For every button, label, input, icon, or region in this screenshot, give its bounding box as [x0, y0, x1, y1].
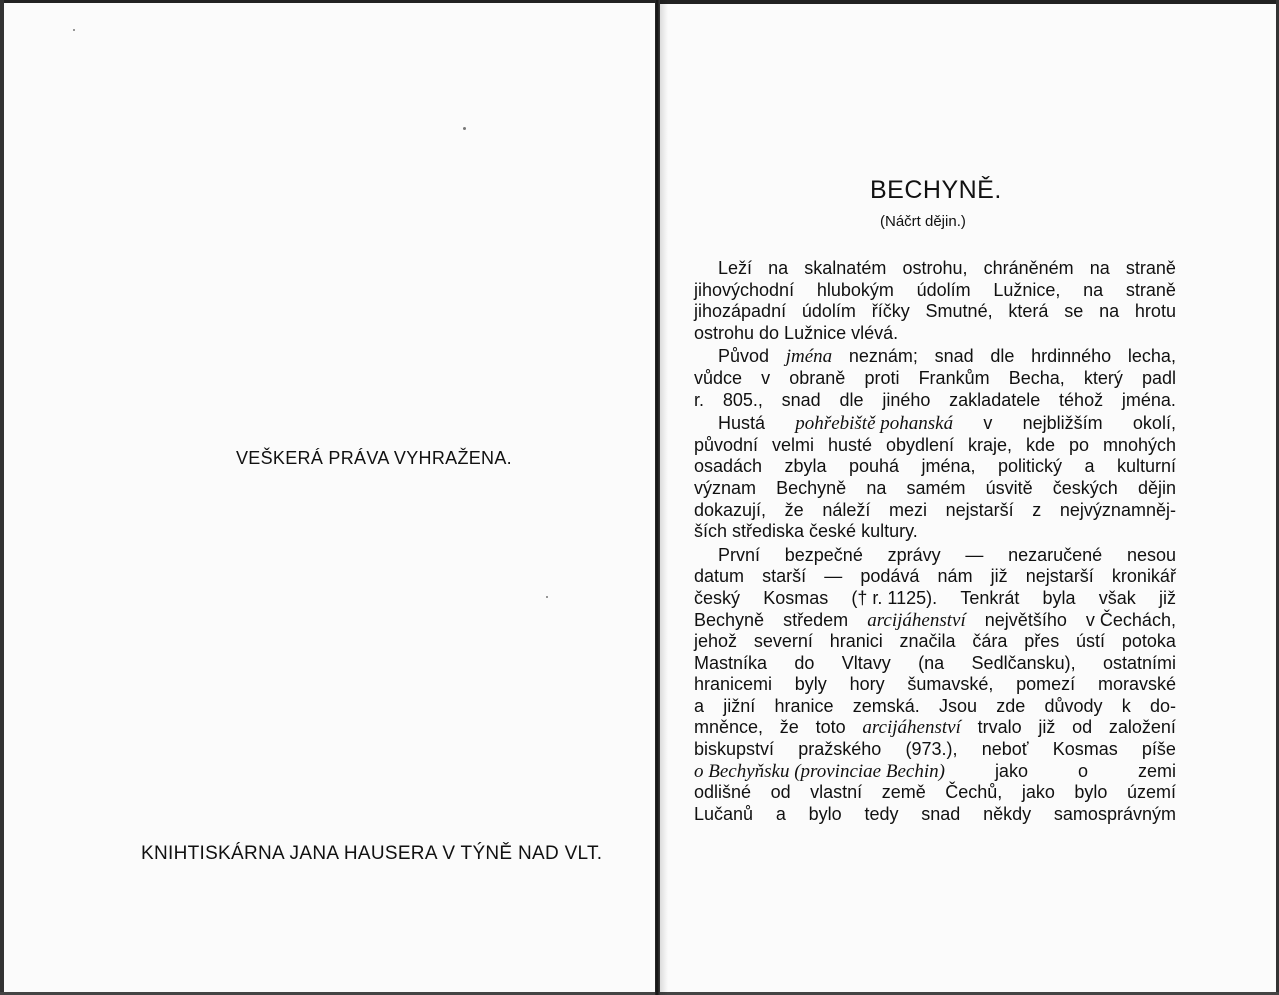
word: mnohých [1102, 434, 1176, 455]
text-line [694, 674, 1176, 696]
word: původní [694, 434, 759, 455]
word: nejstarší [945, 499, 1014, 520]
word: podává [860, 566, 920, 587]
text-line [694, 782, 1176, 804]
word: Frankům [918, 367, 990, 388]
paragraph [694, 413, 1176, 543]
word: hranice [774, 695, 834, 716]
word: osadách [694, 456, 763, 477]
word: pohřebiště pohanská [795, 413, 954, 435]
word: r. [694, 389, 705, 410]
text-line [694, 258, 1176, 280]
text-line [694, 696, 1176, 718]
word: vůdce [694, 367, 743, 388]
word: náleží [822, 499, 871, 520]
word: arcijáhenství [862, 717, 961, 739]
word: že [784, 499, 804, 520]
word: zemi [1137, 760, 1176, 781]
word: snad [781, 389, 821, 410]
text-line [694, 323, 1176, 345]
word: že [779, 717, 799, 738]
word: nejstarší [1025, 566, 1094, 587]
word: úsvitě [985, 477, 1033, 498]
word: jiného [882, 389, 931, 410]
word: hranici [829, 631, 883, 652]
paper-speck [463, 127, 466, 130]
word: nám [937, 566, 973, 587]
word: v [983, 413, 993, 434]
word: hrotu [1134, 301, 1176, 322]
text-line [694, 610, 1176, 632]
word: k [1121, 695, 1131, 716]
word: píše [1141, 739, 1176, 760]
word: ústí [1076, 631, 1106, 652]
word: byly [794, 674, 827, 695]
word: bylo [1074, 782, 1108, 803]
word: okolí, [1132, 413, 1176, 434]
word: (973.), [905, 739, 958, 760]
word: však [1098, 587, 1136, 608]
page-edge-left [0, 0, 4, 995]
text-line [694, 761, 1176, 783]
word: straně [1125, 279, 1176, 300]
page-edge-top-left [0, 0, 656, 3]
word: velmi [772, 434, 815, 455]
word: Hustá [718, 413, 766, 434]
word: o [1077, 760, 1088, 781]
word: na [866, 477, 887, 498]
word: chráněném [983, 258, 1074, 278]
word: Tenkrát [960, 587, 1020, 608]
text-line [694, 500, 1176, 522]
word: hrdinného [1031, 346, 1112, 367]
word: jehož [694, 631, 738, 652]
word: jihozápadní [694, 301, 787, 322]
word: husté [827, 434, 873, 455]
word: — [824, 566, 843, 587]
word: na [1083, 279, 1104, 300]
word: kronikář [1111, 566, 1176, 587]
text-line [694, 739, 1176, 761]
word: dle [839, 389, 864, 410]
word: do [794, 652, 815, 673]
word: po [1068, 434, 1089, 455]
word: snad [921, 803, 961, 824]
text-line [694, 280, 1176, 302]
word: a [775, 803, 786, 824]
word: založení [1108, 717, 1176, 738]
word: od [770, 782, 791, 803]
text-line [694, 521, 1176, 543]
word: bylo [808, 803, 842, 824]
word: bezpečné [784, 544, 863, 565]
word: Sedlčansku), [971, 652, 1076, 673]
word: do- [1149, 695, 1176, 716]
word: údolím [916, 279, 971, 300]
text-line [694, 717, 1176, 739]
word: trvalo [977, 717, 1022, 738]
word: území [1126, 782, 1176, 803]
word: která [1008, 301, 1049, 322]
word: Jsou [938, 695, 978, 716]
page-edge-top-right [660, 0, 1279, 4]
word: toto [815, 717, 846, 738]
rights-notice: VEŠKERÁ PRÁVA VYHRAŽENA. [236, 448, 512, 468]
word: proti [864, 367, 900, 388]
word: Kosmas [763, 587, 829, 608]
word: Původ [718, 346, 770, 367]
word: (na [918, 652, 945, 673]
word: největšího [984, 609, 1067, 630]
word: biskupství [694, 739, 775, 760]
word: který [1083, 367, 1123, 388]
page-title: BECHYNĚ. [870, 176, 1002, 204]
word: hlubokým [816, 279, 894, 300]
gutter-shadow [660, 0, 668, 995]
word: ších střediska české kultury. [694, 521, 918, 542]
word: Čechů, [945, 782, 1003, 803]
word: neznám; [848, 346, 918, 367]
word: a [1084, 456, 1095, 477]
word: samosprávným [1053, 803, 1176, 824]
word: zprávy [887, 544, 941, 565]
paper-speck [546, 596, 548, 598]
word: země [881, 782, 926, 803]
word: dokazují, [694, 499, 767, 520]
word: Lužnice, [993, 279, 1061, 300]
word: politický [998, 456, 1063, 477]
word: na [1099, 301, 1120, 322]
word: v [761, 367, 771, 388]
word: kde [1025, 434, 1055, 455]
word: již [1038, 717, 1056, 738]
word: severní [753, 631, 813, 652]
word: snad [934, 346, 974, 367]
word: kulturní [1116, 456, 1176, 477]
word: starší [762, 566, 807, 587]
word: skalnatém [804, 258, 887, 278]
word: říčky [871, 301, 910, 322]
word: český [694, 587, 741, 608]
word: téhož [1059, 389, 1104, 410]
word: neboť [981, 739, 1029, 760]
word: padl [1141, 367, 1176, 388]
word: mněnce, [694, 717, 764, 738]
word: českých [1052, 477, 1118, 498]
word: tedy [864, 803, 899, 824]
word: jména [785, 346, 833, 368]
word: datum [694, 566, 745, 587]
word: nezaručené [1008, 544, 1103, 565]
word: mezi [888, 499, 927, 520]
word: Leží [718, 258, 753, 278]
word: Smutné, [925, 301, 993, 322]
word: straně [1125, 258, 1176, 278]
word: šumavské, [907, 674, 994, 695]
word: a [694, 695, 705, 716]
paragraph [694, 258, 1176, 344]
word: zbyla [784, 456, 827, 477]
word: již [990, 566, 1008, 587]
text-line [694, 653, 1176, 675]
word: pomezí [1016, 674, 1076, 695]
paper-speck [73, 29, 75, 31]
word: odlišné [694, 782, 752, 803]
word: již [1158, 587, 1176, 608]
word: ostrohu do Lužnice vlévá. [694, 322, 899, 343]
word: samém [906, 477, 966, 498]
word: středem [783, 609, 849, 630]
body-text [694, 258, 1176, 825]
word: na [768, 258, 789, 278]
word: — [965, 544, 984, 565]
word: se [1064, 301, 1084, 322]
word: jako [1021, 782, 1055, 803]
word: pouhá [849, 456, 900, 477]
word: ostrohu, [902, 258, 968, 278]
word: jména, [921, 456, 976, 477]
printer-imprint: KNIHTISKÁRNA JANA HAUSERA V TÝNĚ NAD VLT. [141, 843, 603, 864]
word: od [1072, 717, 1093, 738]
word: Kosmas [1052, 739, 1118, 760]
word: († r. 1125). [851, 587, 938, 608]
word: První [718, 544, 761, 565]
text-line [694, 566, 1176, 588]
word: dějin [1137, 477, 1176, 498]
text-line [694, 346, 1176, 368]
paragraph [694, 545, 1176, 826]
word: Bechyně [694, 609, 765, 630]
word: ostatními [1102, 652, 1176, 673]
word: na [1089, 258, 1110, 278]
word: lecha, [1127, 346, 1176, 367]
word: údolím [801, 301, 856, 322]
word: význam [694, 477, 757, 498]
word: nejvýznamněj- [1059, 499, 1176, 520]
word: pražského [798, 739, 882, 760]
text-line [694, 478, 1176, 500]
text-line [694, 588, 1176, 610]
word: Lučanů [694, 803, 754, 824]
word: moravské [1097, 674, 1176, 695]
word: byla [1042, 587, 1076, 608]
word: zde [996, 695, 1026, 716]
page-subtitle: (Náčrt dějin.) [880, 213, 966, 230]
word: hranicemi [694, 674, 773, 695]
text-line [694, 301, 1176, 323]
word: vlastní [810, 782, 863, 803]
word: důvody [1044, 695, 1103, 716]
word: zemská. [852, 695, 920, 716]
word: obydlení [885, 434, 955, 455]
word: Bechyně [776, 477, 847, 498]
word: kraje, [968, 434, 1013, 455]
word: potoka [1121, 631, 1176, 652]
word: jména. [1121, 389, 1176, 410]
word: nejbližším [1022, 413, 1103, 434]
word: nesou [1126, 544, 1176, 565]
word: 805., [722, 389, 763, 410]
text-line [694, 545, 1176, 567]
word: jihovýchodní [694, 279, 795, 300]
text-line [694, 413, 1176, 435]
word: značila [899, 631, 956, 652]
word: Vltavy [841, 652, 891, 673]
word: zakladatele [949, 389, 1041, 410]
word: z [1032, 499, 1042, 520]
text-line [694, 804, 1176, 826]
word: v Čechách, [1085, 609, 1176, 630]
word: arcijáhenství [867, 609, 966, 631]
word: obraně [789, 367, 846, 388]
paragraph [694, 346, 1176, 411]
word: někdy [983, 803, 1032, 824]
word: hory [849, 674, 885, 695]
word: jižní [723, 695, 756, 716]
text-line [694, 435, 1176, 457]
word: dle [990, 346, 1015, 367]
word: o Bechyňsku (provinciae Bechin) [694, 760, 945, 782]
word: jako [994, 760, 1028, 781]
text-line [694, 631, 1176, 653]
word: přes [1024, 631, 1060, 652]
text-line [694, 456, 1176, 478]
word: Mastníka [694, 652, 768, 673]
word: Becha, [1008, 367, 1065, 388]
text-line [694, 390, 1176, 412]
text-line [694, 368, 1176, 390]
word: čára [972, 631, 1008, 652]
